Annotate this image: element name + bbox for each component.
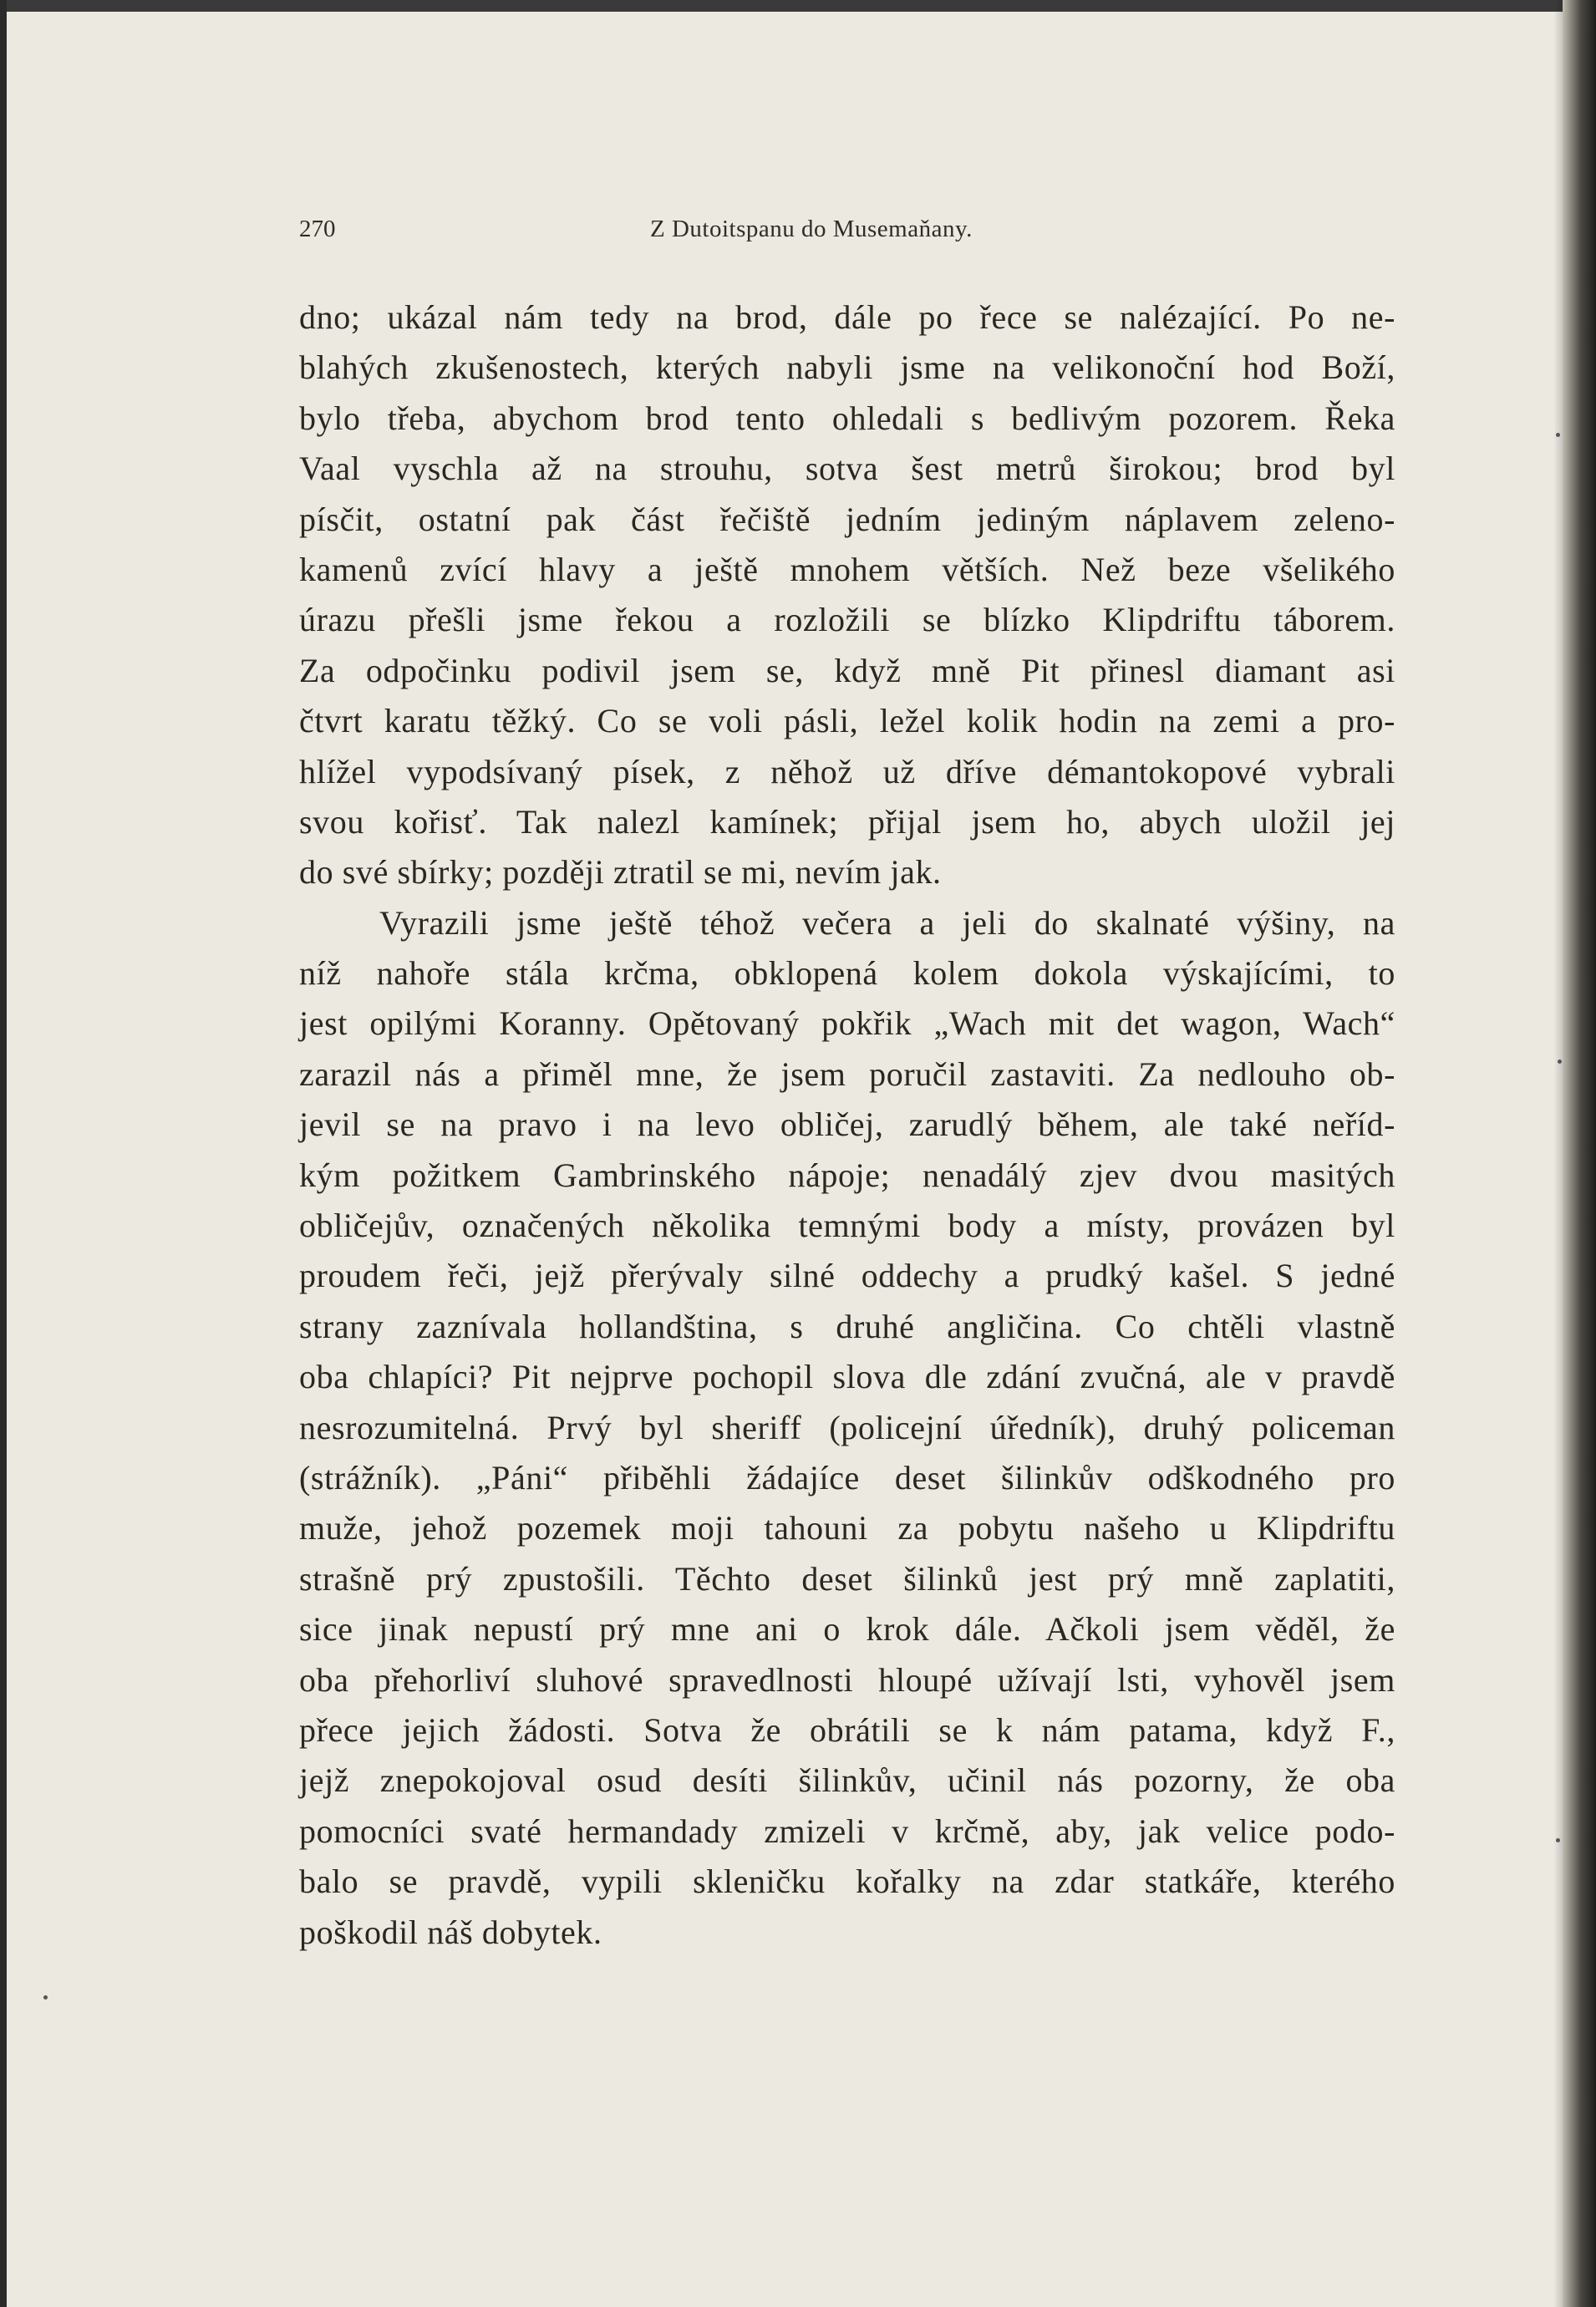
text-line: strany zaznívala hollandština, s druhé angličina. Co chtěli vlastně [299, 1307, 1395, 1345]
text-line: oba chlapíci? Pit nejprve pochopil slova dle zdání zvučná, ale v pravdě [299, 1358, 1395, 1396]
page-header [299, 216, 1060, 252]
text-line: Vaal vyschla až na strouhu, sotva šest metrů širokou; brod byl [299, 450, 1395, 488]
text-line: balo se pravdě, vypili skleničku kořalky na zdar statkáře, kterého [299, 1862, 1395, 1901]
text-line: kamenů zvící hlavy a ještě mnohem větších. Než beze všelikého [299, 550, 1395, 588]
paragraph-2 [299, 898, 1395, 1958]
running-title: Z Dutoitspanu do Musemaňany. [650, 216, 973, 242]
text-line: obličejův, označených několika temnými body a místy, provázen byl [299, 1207, 1395, 1245]
dust-speck [1556, 1838, 1560, 1842]
paragraph-1 [299, 292, 1395, 898]
text-line: hlížel vypodsívaný písek, z něhož už dříve démantokopové vybrali [299, 752, 1395, 790]
text-line: přece jejich žádosti. Sotva že obrátili se k nám patama, když F., [299, 1710, 1395, 1749]
text-line: jejž znepokojoval osud desíti šilinkův, učinil nás pozorny, že oba [299, 1761, 1395, 1800]
text-line: bylo třeba, abychom brod tento ohledali s bedlivým pozorem. Řeka [299, 399, 1395, 437]
scan-border-left [0, 0, 7, 2307]
page-number: 270 [299, 216, 336, 242]
text-line: jest opilými Koranny. Opětovaný pokřik „Wach mit det wagon, Wach“ [299, 1004, 1395, 1043]
text-line: svou kořisť. Tak nalezl kamínek; přijal jsem ho, abych uložil jej [299, 802, 1395, 841]
text-line: Za odpočinku podivil jsem se, když mně Pit přinesl diamant asi [299, 651, 1395, 689]
text-line: čtvrt karatu těžký. Co se voli pásli, ležel kolik hodin na zemi a pro- [299, 702, 1395, 740]
body-text [299, 292, 1395, 1958]
text-line: muže, jehož pozemek moji tahouni za pobytu našeho u Klipdriftu [299, 1509, 1395, 1547]
text-line: do své sbírky; později ztratil se mi, nevím jak. [299, 853, 942, 892]
text-line: strašně prý zpustošili. Těchto deset šilinků jest prý mně zaplatiti, [299, 1559, 1395, 1598]
page-gutter-shadow [1554, 0, 1563, 2307]
text-line: Vyrazili jsme ještě téhož večera a jeli do skalnaté výšiny, na [379, 903, 1395, 942]
text-line: blahých zkušenostech, kterých nabyli jsme na velikonoční hod Boží, [299, 348, 1395, 387]
dust-speck [1556, 433, 1560, 437]
text-line: (strážník). „Páni“ přiběhli žádajíce deset šilinkův odškodného pro [299, 1458, 1395, 1497]
text-line: dno; ukázal nám tedy na brod, dále po řece se nalézající. Po ne- [299, 298, 1395, 336]
text-line: nesrozumitelná. Prvý byl sheriff (policejní úředník), druhý policeman [299, 1408, 1395, 1446]
text-line: zarazil nás a přiměl mne, že jsem poručil zastaviti. Za nedlouho ob- [299, 1054, 1395, 1093]
text-line: pomocníci svaté hermandady zmizeli v krčmě, aby, jak velice podo- [299, 1812, 1395, 1850]
text-line: poškodil náš dobytek. [299, 1913, 602, 1951]
text-line: oba přehorliví sluhové spravedlnosti hloupé užívají lsti, vyhověl jsem [299, 1660, 1395, 1699]
text-line: úrazu přešli jsme řekou a rozložili se blízko Klipdriftu táborem. [299, 601, 1395, 639]
dust-speck [1558, 1059, 1562, 1064]
text-line: písčit, ostatní pak část řečiště jedním jediným náplavem zeleno- [299, 500, 1395, 538]
text-line: kým požitkem Gambrinského nápoje; nenadálý zjev dvou masitých [299, 1156, 1395, 1194]
text-line: jevil se na pravo i na levo obličej, zarudlý během, ale také neříd- [299, 1105, 1395, 1144]
text-line: sice jinak nepustí prý mne ani o krok dále. Ačkoli jsem věděl, že [299, 1610, 1395, 1649]
text-line: níž nahoře stála krčma, obklopená kolem dokola výskajícími, to [299, 954, 1395, 993]
text-line: proudem řeči, jejž přerývaly silné oddechy a prudký kašel. S jedné [299, 1257, 1395, 1295]
dust-speck [43, 1995, 48, 2000]
book-binding-edge [1563, 0, 1596, 2307]
scan-border-top [0, 0, 1596, 12]
